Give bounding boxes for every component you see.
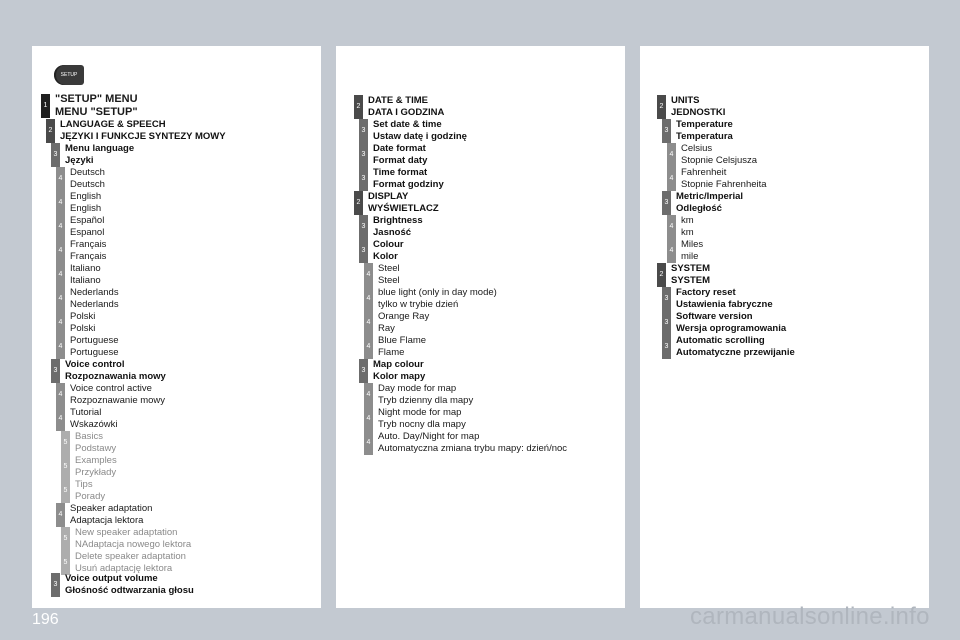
level-badge: 4 — [364, 335, 373, 359]
entry-label-english: Auto. Day/Night for map — [378, 431, 480, 442]
entry-label-polish: Italiano — [70, 275, 101, 286]
entry-label-english: Deutsch — [70, 167, 105, 178]
menu-entry-level-4 — [56, 215, 104, 239]
level-badge: 2 — [657, 95, 666, 119]
entry-label-english: New speaker adaptation — [75, 527, 178, 538]
entry-label-polish: JEDNOSTKI — [671, 107, 726, 118]
watermark-text: carmanualsonline.info — [690, 603, 930, 630]
entry-label-english: Tutorial — [70, 407, 102, 418]
entry-label-english: Voice control — [65, 359, 125, 370]
entry-label-english: "SETUP" MENU — [55, 93, 138, 105]
level-badge: 4 — [56, 503, 65, 527]
entry-label-english: SYSTEM — [671, 263, 711, 274]
level-badge: 3 — [359, 143, 368, 167]
menu-entry-text — [676, 287, 773, 311]
entry-label-polish: Automatyczna zmiana trybu mapy: dzień/noc — [378, 443, 568, 454]
entry-label-polish: Nederlands — [70, 299, 119, 310]
menu-entry-text — [378, 383, 473, 407]
entry-label-polish: mile — [681, 251, 699, 262]
entry-label-polish: km — [681, 227, 694, 238]
entry-label-polish: NAdaptacja nowego lektora — [75, 539, 192, 550]
entry-label-english: blue light (only in day mode) — [378, 287, 497, 298]
menu-entry-level-4 — [56, 407, 118, 431]
entry-label-polish: Przykłady — [75, 467, 117, 478]
menu-entry-text — [378, 407, 466, 431]
level-badge: 3 — [359, 215, 368, 239]
menu-entry-level-4 — [56, 167, 105, 191]
menu-entry-level-5 — [61, 551, 186, 575]
menu-entry-text — [70, 239, 106, 263]
entry-label-english: Speaker adaptation — [70, 503, 153, 514]
level-badge: 4 — [56, 191, 65, 215]
level-badge: 4 — [56, 311, 65, 335]
entry-label-english: Fahrenheit — [681, 167, 727, 178]
entry-label-polish: Usuń adaptację lektora — [75, 563, 173, 574]
menu-entry-level-3 — [359, 119, 467, 143]
menu-entry-level-3 — [662, 311, 786, 335]
menu-entry-level-4 — [667, 215, 694, 239]
menu-entry-text — [75, 479, 105, 503]
entry-label-polish: SYSTEM — [671, 275, 711, 286]
menu-entry-text — [681, 239, 703, 263]
menu-entry-text — [70, 215, 104, 239]
entry-label-polish: Kolor mapy — [373, 371, 426, 382]
menu-entry-level-4 — [364, 431, 567, 455]
setup-button-icon: SETUP — [54, 65, 84, 85]
entry-label-polish: Odległość — [676, 203, 722, 214]
level-badge: 4 — [56, 215, 65, 239]
menu-entry-level-4 — [56, 191, 101, 215]
entry-label-polish: Français — [70, 251, 107, 262]
menu-entry-text — [65, 359, 166, 383]
level-badge: 4 — [56, 407, 65, 431]
menu-entry-text — [70, 191, 101, 215]
level-badge: 2 — [354, 191, 363, 215]
entry-label-polish: Stopnie Fahrenheita — [681, 179, 767, 190]
entry-label-polish: Espanol — [70, 227, 105, 238]
level-badge: 4 — [667, 215, 676, 239]
level-badge: 2 — [354, 95, 363, 119]
entry-label-polish: Tryb nocny dla mapy — [378, 419, 466, 430]
menu-entry-text — [70, 167, 105, 191]
entry-label-english: Metric/Imperial — [676, 191, 744, 202]
menu-entry-level-2 — [657, 263, 710, 287]
entry-label-polish: Porady — [75, 491, 106, 502]
menu-entry-text — [65, 143, 134, 167]
menu-entry-text — [55, 93, 138, 119]
menu-entry-text — [70, 335, 119, 359]
menu-entry-level-1 — [41, 93, 138, 119]
menu-entry-level-3 — [662, 191, 743, 215]
menu-entry-text — [373, 119, 467, 143]
entry-label-polish: Steel — [378, 275, 400, 286]
entry-label-polish: Jasność — [373, 227, 412, 238]
level-badge: 3 — [662, 119, 671, 143]
menu-entry-level-3 — [359, 143, 427, 167]
menu-entry-text — [368, 191, 439, 215]
entry-label-polish: Wersja oprogramowania — [676, 323, 787, 334]
entry-label-english: DATE & TIME — [368, 95, 428, 106]
menu-entry-text — [676, 191, 743, 215]
entry-label-english: Factory reset — [676, 287, 736, 298]
menu-entry-level-3 — [359, 215, 423, 239]
menu-entry-level-4 — [56, 335, 119, 359]
menu-entry-text — [70, 407, 118, 431]
level-badge: 5 — [61, 431, 70, 455]
menu-entry-text — [75, 527, 191, 551]
entry-label-polish: Ray — [378, 323, 395, 334]
entry-label-polish: Rozpoznawania mowy — [65, 371, 166, 382]
entry-label-polish: Ustawienia fabryczne — [676, 299, 773, 310]
menu-entry-level-3 — [662, 119, 733, 143]
entry-label-english: Miles — [681, 239, 704, 250]
level-badge: 5 — [61, 551, 70, 575]
menu-entry-text — [676, 119, 733, 143]
menu-entry-text — [373, 167, 444, 191]
level-badge: 3 — [662, 335, 671, 359]
menu-entry-text — [378, 287, 497, 311]
level-badge: 1 — [41, 94, 50, 118]
entry-label-polish: Automatyczne przewijanie — [676, 347, 795, 358]
menu-entry-text — [70, 263, 101, 287]
menu-entry-level-3 — [51, 573, 194, 597]
entry-label-english: Examples — [75, 455, 117, 466]
menu-entry-text — [681, 215, 694, 239]
entry-label-polish: Tryb dzienny dla mapy — [378, 395, 474, 406]
menu-entry-text — [75, 551, 186, 575]
entry-label-polish: tylko w trybie dzień — [378, 299, 459, 310]
menu-entry-level-4 — [56, 503, 152, 527]
entry-label-english: Colour — [373, 239, 404, 250]
level-badge: 4 — [667, 167, 676, 191]
menu-entry-level-3 — [51, 359, 166, 383]
menu-entry-level-3 — [359, 359, 425, 383]
entry-label-english: UNITS — [671, 95, 700, 106]
menu-entry-level-2 — [657, 95, 725, 119]
menu-entry-text — [373, 215, 423, 239]
level-badge: 4 — [56, 239, 65, 263]
entry-label-english: Software version — [676, 311, 753, 322]
level-badge: 5 — [61, 479, 70, 503]
entry-label-english: Set date & time — [373, 119, 442, 130]
level-badge: 5 — [61, 455, 70, 479]
entry-label-polish: English — [70, 203, 102, 214]
level-badge: 3 — [662, 191, 671, 215]
entry-label-english: Temperature — [676, 119, 733, 130]
level-badge: 3 — [662, 287, 671, 311]
entry-label-english: Basics — [75, 431, 103, 442]
entry-label-english: DISPLAY — [368, 191, 409, 202]
menu-entry-level-4 — [364, 407, 466, 431]
level-badge: 4 — [364, 287, 373, 311]
entry-label-english: Blue Flame — [378, 335, 427, 346]
menu-entry-level-5 — [61, 431, 116, 455]
menu-entry-level-3 — [359, 167, 444, 191]
entry-label-english: Tips — [75, 479, 93, 490]
menu-entry-level-3 — [359, 239, 404, 263]
menu-entry-level-4 — [667, 143, 757, 167]
entry-label-english: km — [681, 215, 694, 226]
menu-entry-text — [75, 431, 116, 455]
menu-entry-text — [681, 167, 767, 191]
entry-label-english: Español — [70, 215, 105, 226]
entry-label-polish: Portuguese — [70, 347, 119, 358]
menu-entry-text — [373, 143, 427, 167]
entry-label-english: Orange Ray — [378, 311, 430, 322]
entry-label-english: Nederlands — [70, 287, 119, 298]
menu-entry-level-3 — [662, 335, 795, 359]
level-badge: 3 — [359, 239, 368, 263]
entry-label-polish: Adaptacja lektora — [70, 515, 144, 526]
entry-label-english: Night mode for map — [378, 407, 462, 418]
entry-label-english: Voice output volume — [65, 573, 158, 584]
entry-label-polish: WYŚWIETLACZ — [368, 203, 439, 214]
menu-entry-text — [378, 335, 426, 359]
entry-label-polish: Deutsch — [70, 179, 105, 190]
entry-label-english: Italiano — [70, 263, 101, 274]
entry-label-polish: Ustaw datę i godzinę — [373, 131, 467, 142]
menu-entry-level-3 — [662, 287, 773, 311]
entry-label-english: English — [70, 191, 102, 202]
level-badge: 4 — [667, 239, 676, 263]
level-badge: 4 — [667, 143, 676, 167]
menu-entry-level-4 — [56, 263, 101, 287]
entry-label-english: Brightness — [373, 215, 423, 226]
level-badge: 5 — [61, 527, 70, 551]
entry-label-english: Delete speaker adaptation — [75, 551, 186, 562]
menu-entry-text — [676, 335, 795, 359]
entry-label-polish: Głośność odtwarzania głosu — [65, 585, 194, 596]
menu-entry-level-4 — [56, 383, 165, 407]
menu-entry-level-5 — [61, 479, 105, 503]
menu-entry-level-4 — [364, 263, 400, 287]
menu-entry-text — [681, 143, 757, 167]
menu-entry-text — [671, 95, 725, 119]
entry-label-polish: Podstawy — [75, 443, 117, 454]
entry-label-polish: Wskazówki — [70, 419, 118, 430]
level-badge: 4 — [56, 383, 65, 407]
level-badge: 4 — [56, 263, 65, 287]
menu-entry-text — [70, 383, 165, 407]
menu-entry-text — [671, 263, 710, 287]
menu-entry-level-4 — [56, 287, 119, 311]
menu-entry-text — [373, 239, 404, 263]
menu-entry-level-2 — [354, 95, 444, 119]
menu-entry-text — [70, 287, 119, 311]
entry-label-english: Time format — [373, 167, 428, 178]
menu-entry-level-4 — [56, 311, 95, 335]
entry-label-english: LANGUAGE & SPEECH — [60, 119, 166, 130]
entry-label-polish: Stopnie Celsjusza — [681, 155, 758, 166]
entry-label-english: Portuguese — [70, 335, 119, 346]
page-number: 196 — [32, 611, 59, 628]
menu-entry-level-2 — [354, 191, 439, 215]
level-badge: 3 — [359, 119, 368, 143]
entry-label-polish: Języki — [65, 155, 94, 166]
entry-label-english: Automatic scrolling — [676, 335, 765, 346]
menu-entry-level-4 — [667, 167, 767, 191]
level-badge: 4 — [364, 383, 373, 407]
menu-entry-level-4 — [364, 383, 473, 407]
menu-entry-text — [65, 573, 194, 597]
menu-entry-level-4 — [56, 239, 106, 263]
entry-label-polish: Format daty — [373, 155, 428, 166]
level-badge: 4 — [364, 263, 373, 287]
level-badge: 4 — [364, 431, 373, 455]
menu-entry-text — [676, 311, 786, 335]
menu-entry-text — [70, 503, 152, 527]
entry-label-polish: JĘZYKI I FUNKCJE SYNTEZY MOWY — [60, 131, 226, 142]
menu-entry-level-4 — [667, 239, 703, 263]
menu-entry-level-5 — [61, 455, 117, 479]
level-badge: 3 — [51, 573, 60, 597]
level-badge: 4 — [56, 335, 65, 359]
entry-label-english: Date format — [373, 143, 426, 154]
entry-label-english: Steel — [378, 263, 400, 274]
level-badge: 3 — [359, 167, 368, 191]
level-badge: 4 — [364, 407, 373, 431]
entry-label-polish: Rozpoznawanie mowy — [70, 395, 166, 406]
menu-entry-level-4 — [364, 287, 497, 311]
entry-label-polish: MENU "SETUP" — [55, 106, 138, 118]
level-badge: 3 — [662, 311, 671, 335]
entry-label-english: Menu language — [65, 143, 135, 154]
menu-entry-level-2 — [46, 119, 226, 143]
entry-label-polish: Polski — [70, 323, 96, 334]
entry-label-english: Polski — [70, 311, 96, 322]
entry-label-english: Voice control active — [70, 383, 152, 394]
level-badge: 2 — [46, 119, 55, 143]
entry-label-polish: Temperatura — [676, 131, 733, 142]
menu-entry-level-4 — [364, 311, 429, 335]
level-badge: 3 — [51, 143, 60, 167]
level-badge: 4 — [364, 311, 373, 335]
level-badge: 3 — [51, 359, 60, 383]
entry-label-polish: Kolor — [373, 251, 398, 262]
entry-label-english: Celsius — [681, 143, 713, 154]
level-badge: 2 — [657, 263, 666, 287]
menu-entry-level-4 — [364, 335, 426, 359]
menu-entry-text — [60, 119, 226, 143]
entry-label-polish: DATA I GODZINA — [368, 107, 445, 118]
menu-entry-level-5 — [61, 527, 191, 551]
menu-entry-text — [378, 431, 567, 455]
menu-entry-text — [378, 263, 400, 287]
entry-label-english: Français — [70, 239, 107, 250]
menu-entry-text — [70, 311, 95, 335]
level-badge: 4 — [56, 167, 65, 191]
menu-entry-text — [378, 311, 429, 335]
menu-entry-text — [373, 359, 425, 383]
entry-label-english: Map colour — [373, 359, 424, 370]
level-badge: 3 — [359, 359, 368, 383]
entry-label-polish: Flame — [378, 347, 405, 358]
menu-entry-level-3 — [51, 143, 134, 167]
entry-label-polish: Format godziny — [373, 179, 444, 190]
level-badge: 4 — [56, 287, 65, 311]
menu-entry-text — [75, 455, 117, 479]
menu-entry-text — [368, 95, 444, 119]
entry-label-english: Day mode for map — [378, 383, 457, 394]
